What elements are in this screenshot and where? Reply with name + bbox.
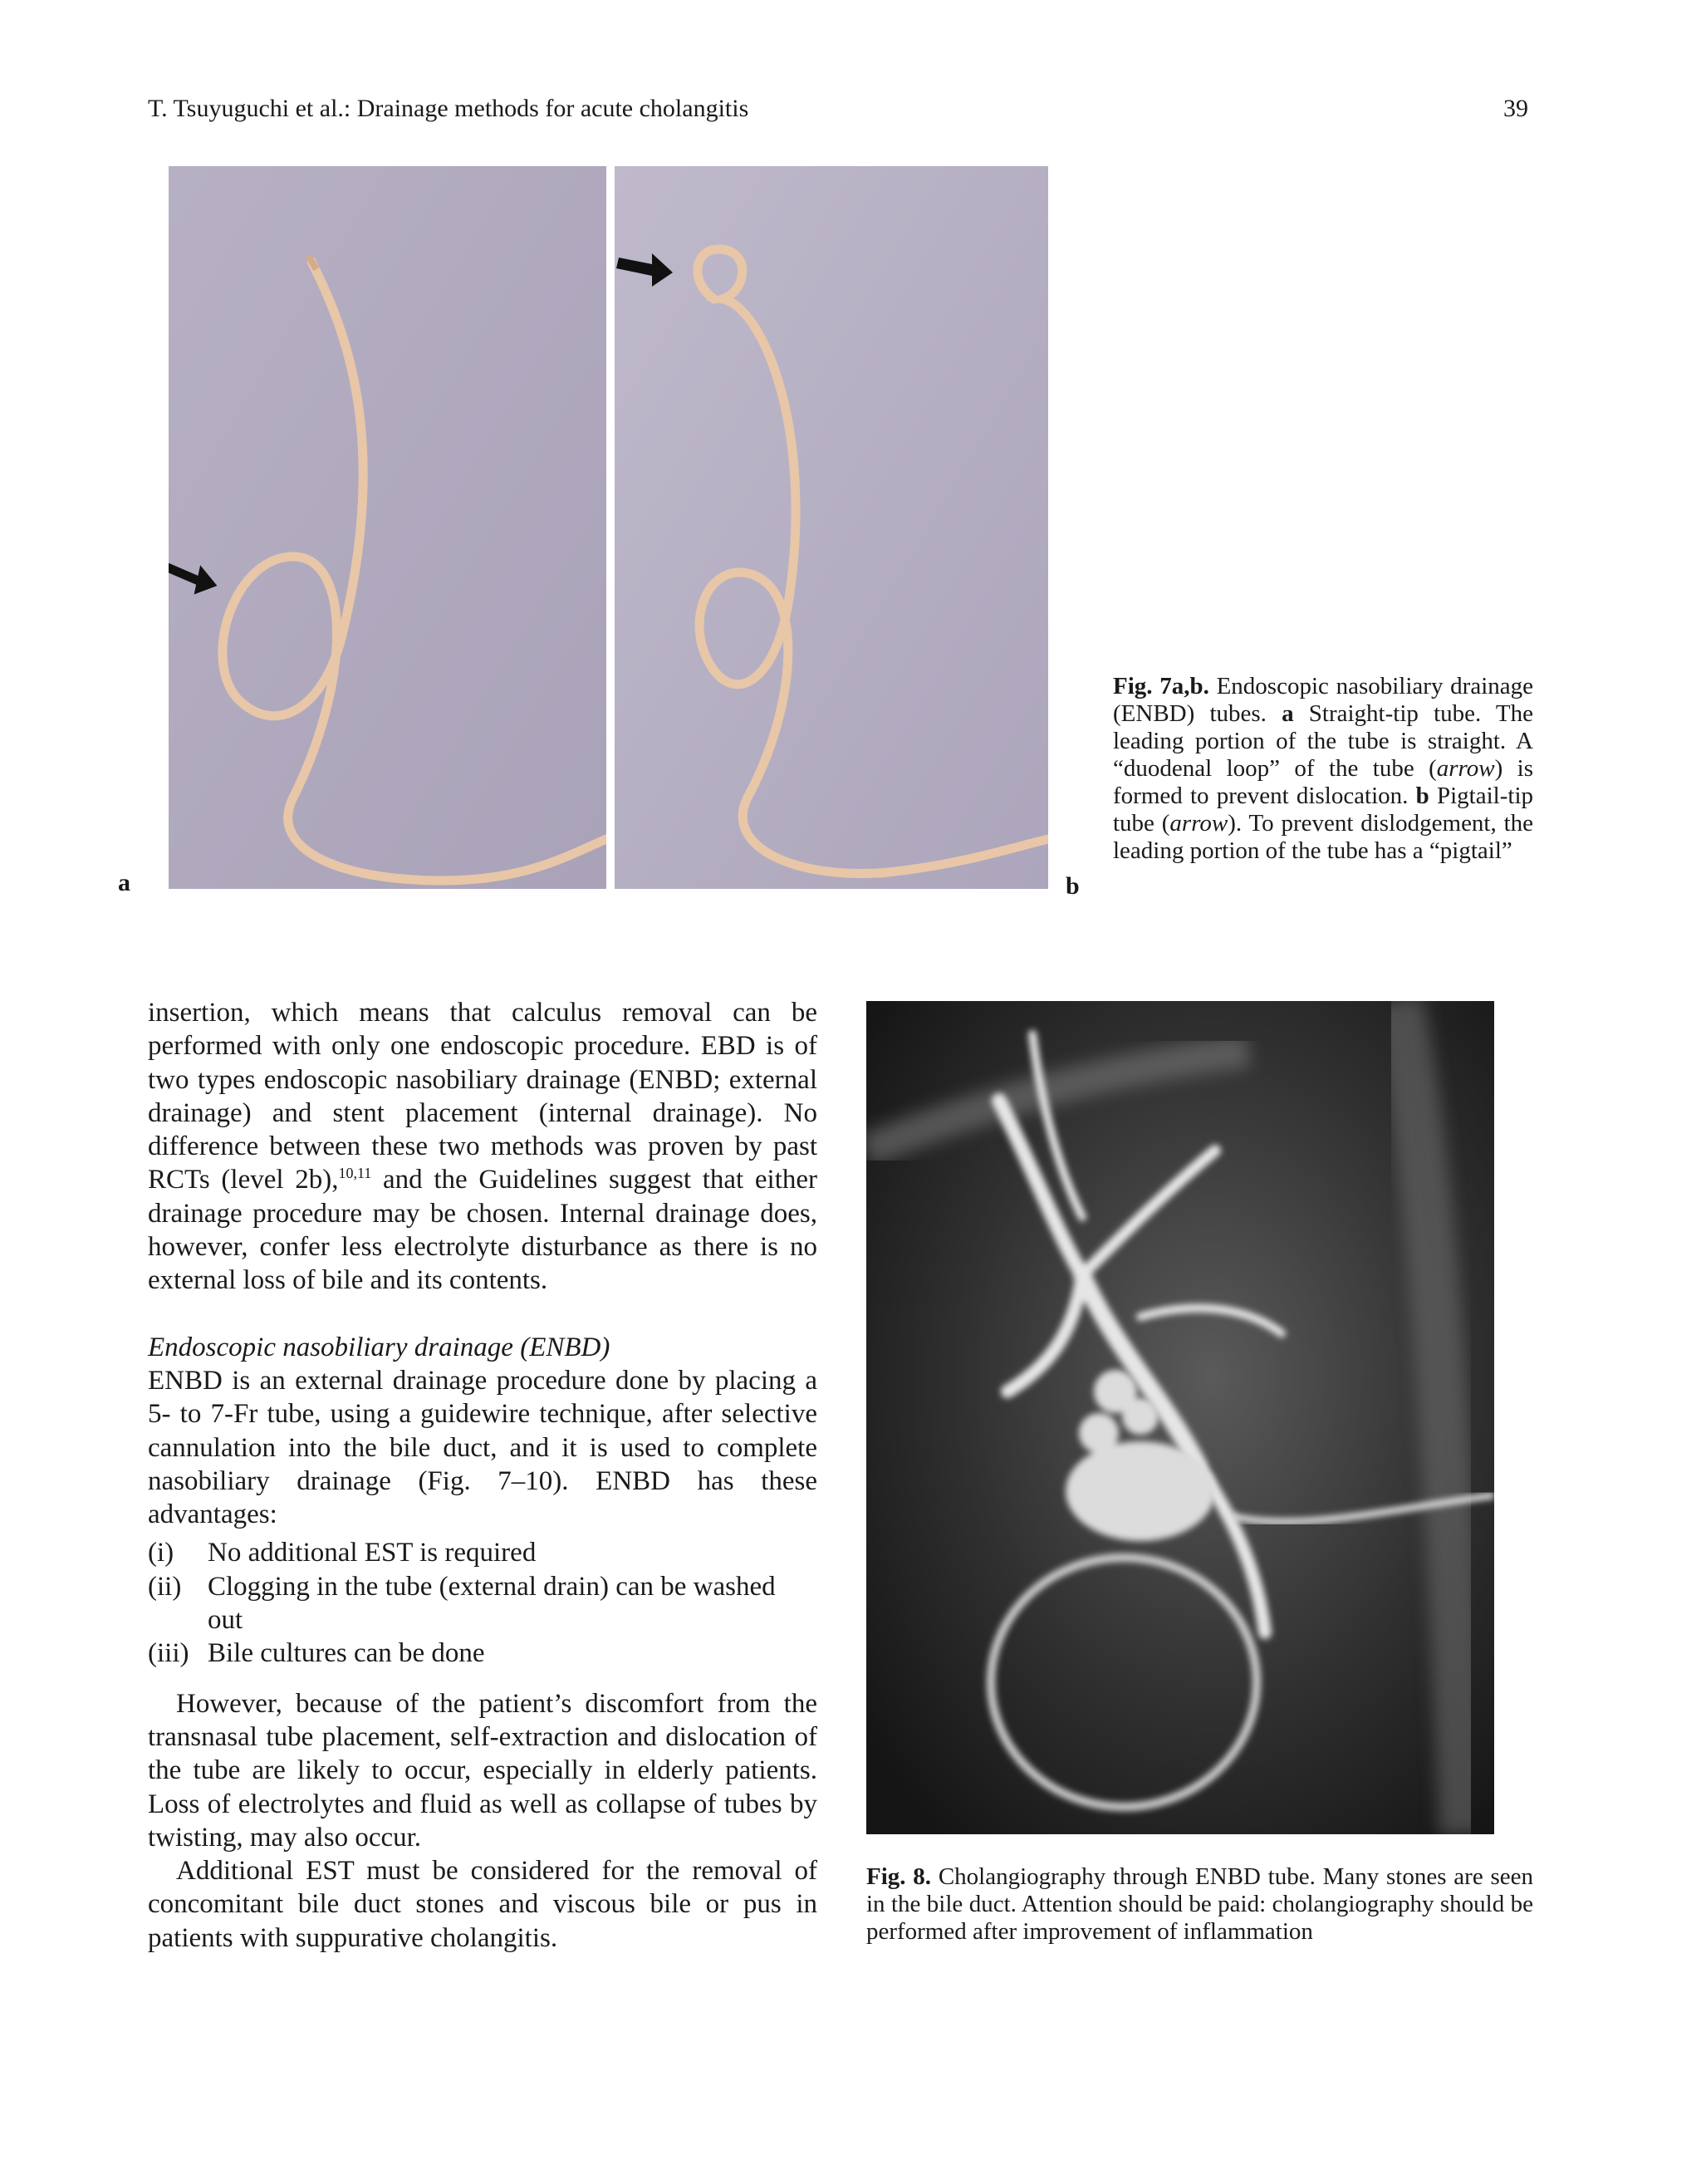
body-text [148,996,817,1955]
figure-7-caption-label: Fig. 7a,b. [1113,673,1209,699]
section-subheading: Endoscopic nasobiliary drainage (ENBD) [148,1332,610,1362]
paragraph-4: Additional EST must be considered for the removal of concomitant bile duct stones and viscous bile or pus in patients with suppurative cholangitis. [148,1856,817,1953]
list-item: (iii) Bile cultures can be done [148,1638,485,1669]
figure-7-caption: Fig. 7a,b. Endoscopic nasobiliary drainage (ENBD) tubes. a Straight-tip tube. The leading portion of the tube is straight. A “duodenal loop” of the tube (arrow) is formed to prevent dislocation. b Pigtail-tip tube (arrow). To prevent dislodgement, the leading portion of the tube has a “pigtail” [1113,673,1534,864]
list-item: (ii) Clogging in the tube (external drain) can be washed out [148,1571,776,1636]
panel-label-b: b [1066,872,1080,900]
panel-label-a: a [118,869,130,896]
figure-8-caption: Fig. 8. Cholangiography through ENBD tube. Many stones are seen in the bile duct. Attention should be paid: cholangiography should be performed after improvement of inflammation [866,1863,1533,1945]
paragraph-2: ENBD is an external drainage procedure done by placing a 5- to 7-Fr tube, using a guidewire technique, after selective cannulation into the bile duct, and it is used to complete nasobiliary drainage (Fig. 7–10). ENBD has these advantages: [148,1365,817,1530]
figure-8-caption-label: Fig. 8. [866,1863,932,1890]
figure-7a-photo [169,166,606,889]
paragraph-3: However, because of the patient’s discomfort from the transnasal tube placement, self-extraction and dislocation of the tube are likely to occur, especially in elderly patients. Loss of electrolytes and fluid as well as collapse of tubes by twisting, may also occur. [148,1688,817,1853]
paragraph-1: insertion, which means that calculus removal can be performed with only one endoscopic procedure. EBD is of two types endoscopic nasobiliary drainage (ENBD; external drainage) and stent placement (internal drainage). No difference between these two methods was proven by past RCTs (level 2b),$^{10,11}$ and the Guidelines suggest that either drainage procedure may be chosen. Internal drainage does, however, confer less electrolyte disturbance as there is no external loss of bile and its contents. [148,998,818,1296]
figure-8-cholangiogram [866,1001,1494,1834]
reference-superscript: 10,11 [338,1165,372,1182]
figure-7b-photo [615,166,1048,889]
page-number: 39 [1503,95,1528,122]
advantages-list [148,1536,817,1670]
running-title: T. Tsuyuguchi et al.: Drainage methods for acute cholangitis [148,95,749,122]
list-item: (i) No additional EST is required [148,1538,537,1568]
